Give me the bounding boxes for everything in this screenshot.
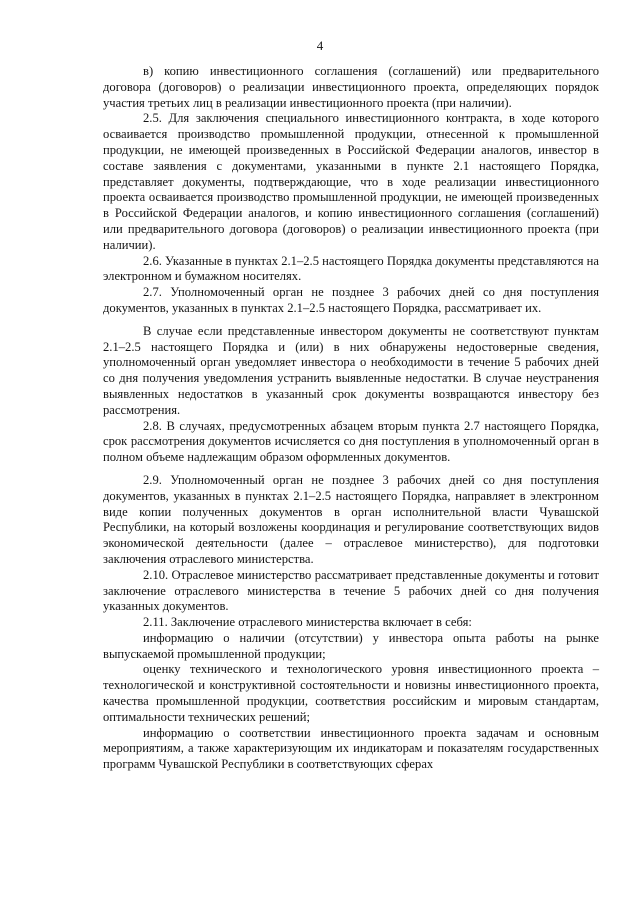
- paragraph: 2.10. Отраслевое министерство рассматривает представленные документы и готовит заключение отраслевого министерства в течение 5 рабочих дней со дня получения указанных документов.: [103, 567, 599, 614]
- paragraph: 2.6. Указанные в пунктах 2.1–2.5 настоящего Порядка документы представляются на электронном и бумажном носителях.: [103, 253, 599, 284]
- paragraph-gap: [103, 466, 599, 473]
- paragraph: 2.7. Уполномоченный орган не позднее 3 рабочих дней со дня поступления документов, указанных в пунктах 2.1–2.5 настоящего Порядка, рассматривает их.: [103, 285, 599, 315]
- paragraph: 2.11. Заключение отраслевого министерства включает в себя:: [143, 615, 472, 630]
- paragraph: в) копию инвестиционного соглашения (соглашений) или предварительного договора (договоров) о реализации инвестиционного проекта, определяющих порядок участия третьих лиц в реализации инвестиционного проекта (при наличии).: [103, 64, 599, 110]
- paragraph: 2.5. Для заключения специального инвестиционного контракта, в ходе которого осваивается производство промышленной продукции, отнесенной к промышленной продукции, не имеющей произведенных в Российской Федерации аналогов, инвестор в составе заявления с документами, указанными в пункте 2.1 настоящего Порядка, представляет документы, подтверждающие, что в ходе реализации инвестиционного проекта осваивается производство промышленной продукции, не имеющей произведенных в Российской Федерации аналогов, и копию инвестиционного соглашения (соглашений) или предварительного договора (договоров) о реализации инвестиционного проекта (при наличии).: [103, 111, 599, 252]
- document-body: [103, 64, 599, 773]
- paragraph: информацию о наличии (отсутствии) у инвестора опыта работы на рынке выпускаемой промышленной продукции;: [103, 630, 599, 661]
- paragraph: 2.9. Уполномоченный орган не позднее 3 рабочих дней со дня поступления документов, указанных в пунктах 2.1–2.5 настоящего Порядка, направляет в электронном виде копии полученных документов в орган исполнительной власти Чувашской Республики, на который возложены координация и регулирование соответствующих видов экономической деятельности (далее – отраслевое министерство), для подготовки заключения отраслевого министерства.: [103, 472, 599, 566]
- paragraph: 2.8. В случаях, предусмотренных абзацем вторым пункта 2.7 настоящего Порядка, срок рассмотрения документов исчисляется со дня поступления в уполномоченный орган в полном объеме надлежащим образом оформленных документов.: [103, 418, 599, 465]
- paragraph: информацию о соответствии инвестиционного проекта задачам и основным мероприятиям, а также характеризующим их индикаторам и показателям государственных программ Чувашской Республики в соответствующих сферах: [103, 725, 599, 772]
- paragraph: оценку технического и технологического уровня инвестиционного проекта – технологической и конструктивной состоятельности и новизны инвестиционного проекта, качества промышленной продукции, соответствия российским и мировым стандартам, оптимальности технических решений;: [103, 662, 599, 724]
- page-number: 4: [316, 38, 324, 53]
- paragraph-gap: [103, 317, 599, 324]
- paragraph: В случае если представленные инвестором документы не соответствуют пунктам 2.1–2.5 настоящего Порядка и (или) в них обнаружены недостоверные сведения, уполномоченный орган уведомляет инвестора о необходимости в течение 5 рабочих дней со дня получения уведомления устранить выявленные недостатки. В случае неустранения выявленных недостатков в указанный срок документы возвращаются инвестору без рассмотрения.: [103, 323, 599, 417]
